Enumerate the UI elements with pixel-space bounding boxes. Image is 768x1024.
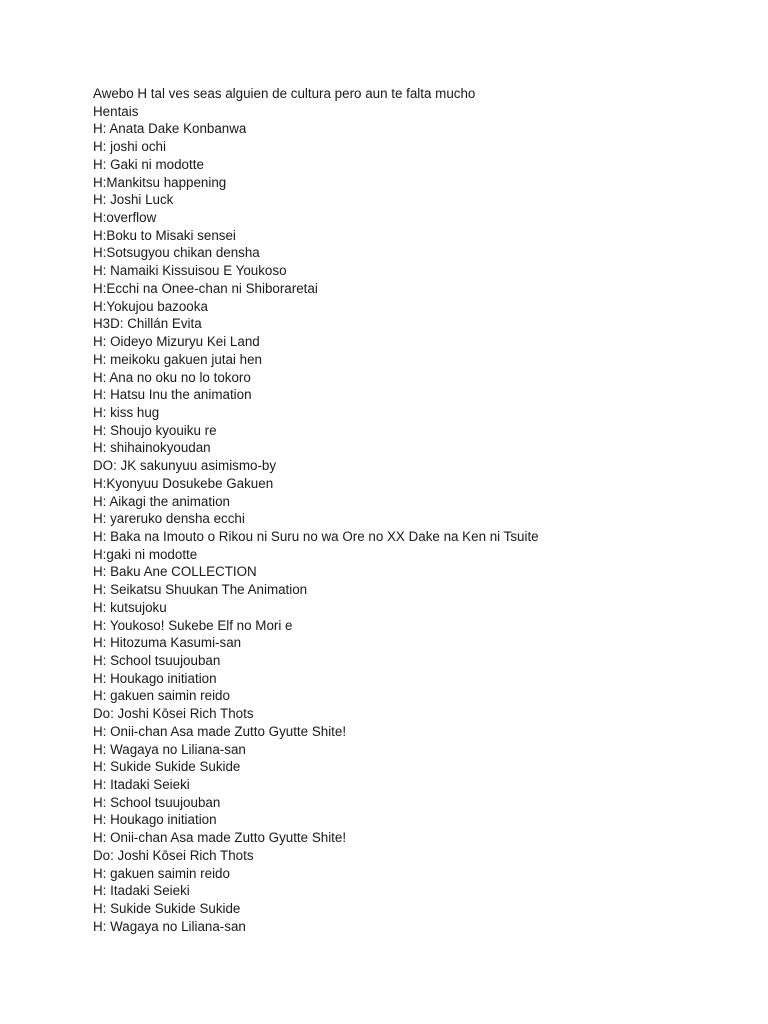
text-line: H: Aikagi the animation	[93, 493, 230, 509]
text-line: H: Joshi Luck	[93, 192, 174, 208]
text-line: H: Itadaki Seieki	[93, 883, 190, 899]
text-line: H: Wagaya no Liliana-san	[93, 918, 246, 934]
text-line: H:overflow	[93, 210, 157, 226]
text-line: H: Ana no oku no lo tokoro	[93, 369, 251, 385]
text-line: Do: Joshi Kōsei Rich Thots	[93, 847, 254, 863]
text-line: H: Youkoso! Sukebe Elf no Mori e	[93, 617, 293, 633]
text-line: H:Sotsugyou chikan densha	[93, 245, 260, 261]
text-line: H: Sukide Sukide Sukide	[93, 901, 241, 917]
text-line: H:Mankitsu happening	[93, 174, 227, 190]
document-text	[93, 85, 733, 936]
text-line: H: shihainokyoudan	[93, 440, 211, 456]
text-line: H: Seikatsu Shuukan The Animation	[93, 582, 308, 598]
text-line: H:Ecchi na Onee-chan ni Shiboraretai	[93, 280, 318, 296]
text-line: Awebo H tal ves seas alguien de cultura pero aun te falta mucho	[93, 86, 476, 101]
text-line: H: Onii-chan Asa made Zutto Gyutte Shite!	[93, 723, 347, 739]
text-line: H: kiss hug	[93, 404, 160, 420]
text-line: H: Hatsu Inu the animation	[93, 387, 252, 403]
text-line: H: Oideyo Mizuryu Kei Land	[93, 334, 260, 350]
text-line: H: School tsuujouban	[93, 653, 221, 668]
text-line: H: Gaki ni modotte	[93, 156, 204, 172]
text-line: H: yareruko densha ecchi	[93, 511, 245, 527]
text-line: H: Baku Ane COLLECTION	[93, 564, 257, 580]
text-line: H: gakuen saimin reido	[93, 865, 230, 881]
text-line: H: Hitozuma Kasumi-san	[93, 635, 242, 651]
text-line: H3D: Chillán Evita	[93, 316, 202, 332]
text-line: H: gakuen saimin reido	[93, 688, 230, 704]
text-line: H: Wagaya no Liliana-san	[93, 741, 246, 757]
text-line: H: Itadaki Seieki	[93, 777, 190, 793]
text-line: Hentais	[93, 103, 139, 119]
text-line: H: Sukide Sukide Sukide	[93, 759, 241, 775]
text-line: H:Yokujou bazooka	[93, 298, 208, 314]
text-line: H: Shoujo kyouiku re	[93, 422, 217, 438]
text-line: H: Onii-chan Asa made Zutto Gyutte Shite!	[93, 830, 347, 846]
text-line: DO: JK sakunyuu asimismo-by	[93, 458, 277, 474]
text-line: H: Baka na Imouto o Rikou ni Suru no wa Ore no XX Dake na Ken ni Tsuite	[93, 528, 539, 544]
text-line: H:gaki ni modotte	[93, 546, 198, 562]
text-line: H: Namaiki Kissuisou E Youkoso	[93, 263, 287, 279]
text-line: H: meikoku gakuen jutai hen	[93, 351, 262, 367]
text-line: H: kutsujoku	[93, 599, 167, 615]
text-line: H: Houkago initiation	[93, 812, 217, 828]
text-line: H: Anata Dake Konbanwa	[93, 121, 247, 137]
text-line: H:Boku to Misaki sensei	[93, 227, 236, 243]
text-line: H: joshi ochi	[93, 139, 166, 155]
text-line: H: Houkago initiation	[93, 670, 217, 686]
text-line: H:Kyonyuu Dosukebe Gakuen	[93, 475, 274, 491]
text-line: Do: Joshi Kōsei Rich Thots	[93, 706, 254, 722]
text-line: H: School tsuujouban	[93, 794, 221, 810]
